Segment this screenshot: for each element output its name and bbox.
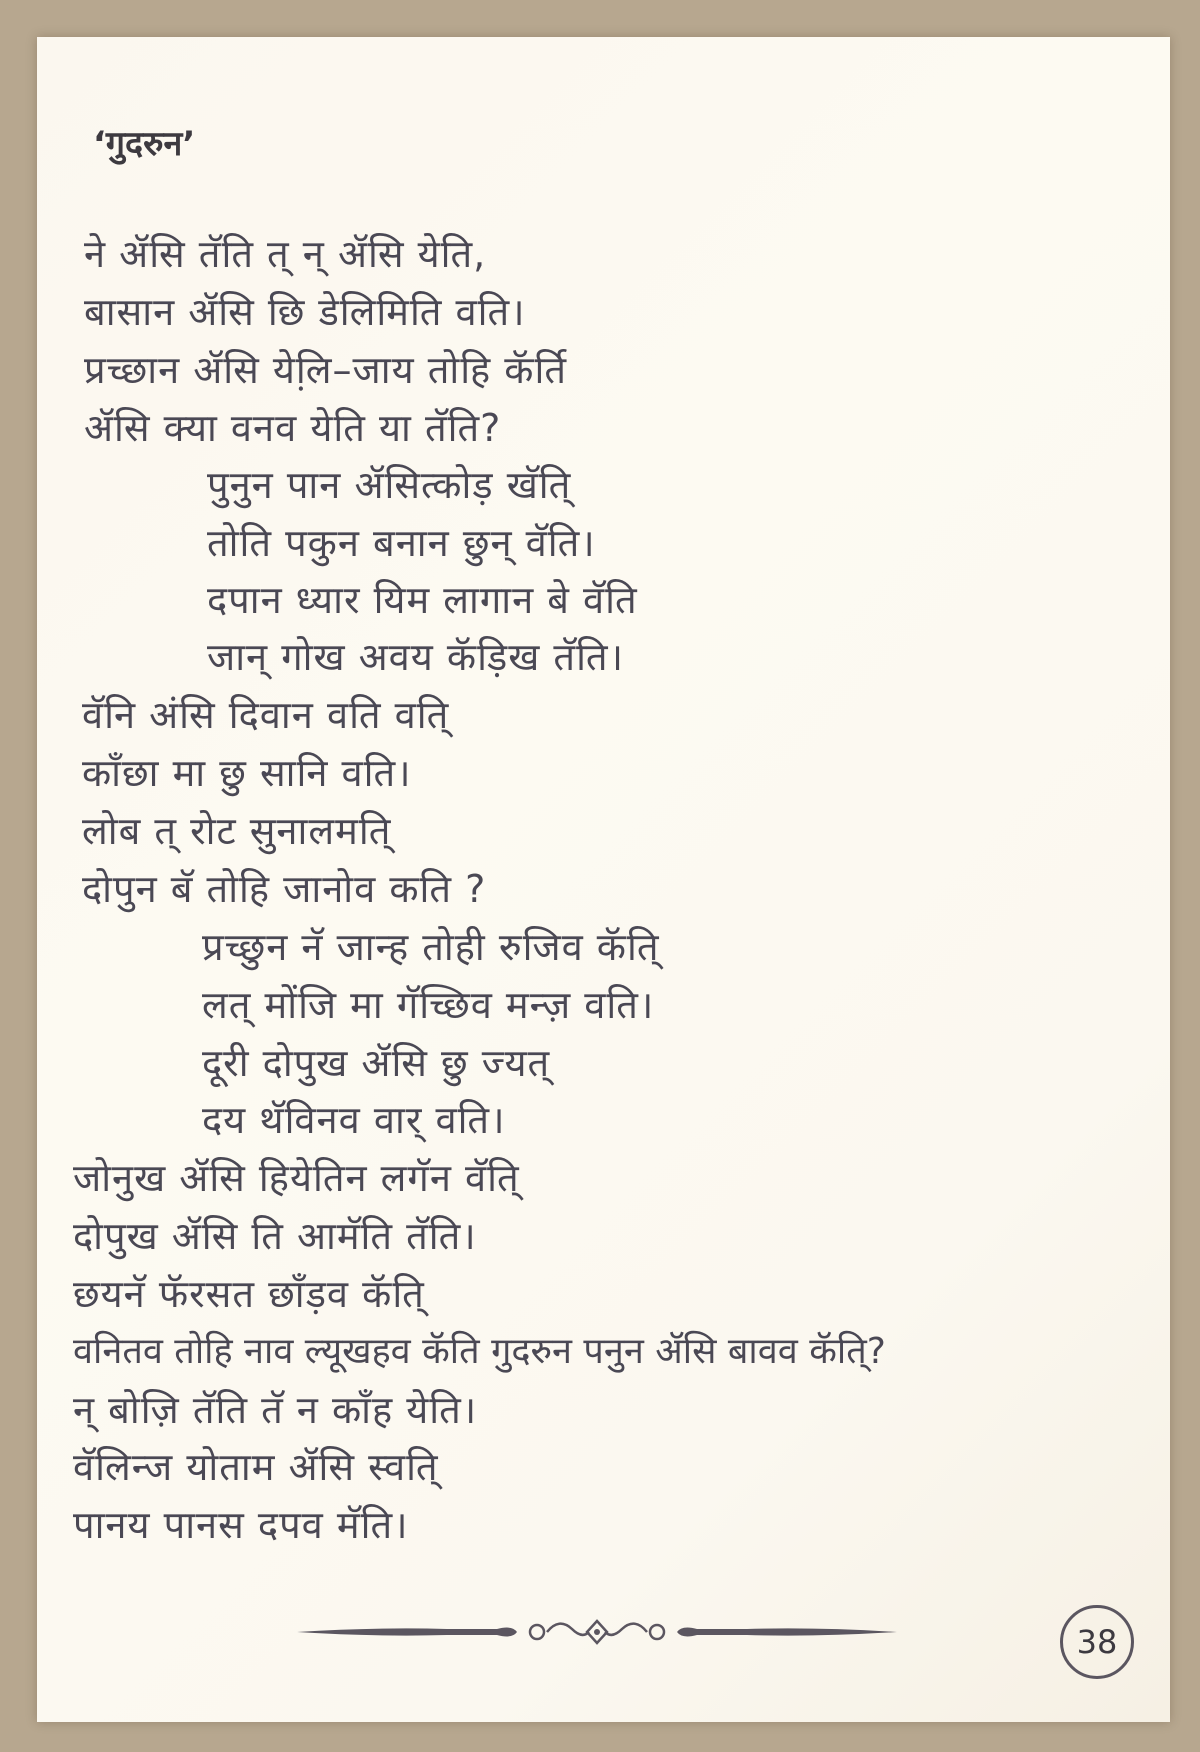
poem-line: ने ॲसि तॅति त् न् ॲसि येति, <box>84 232 487 276</box>
poem-line: दूरी दोपुख ॲसि छु ज्यत् <box>202 1041 551 1085</box>
poem-line: लत् मोंजि मा गॅच्छिव मन्ज़ वति। <box>202 983 655 1027</box>
poem-line: पुनुन पान ॲसित्कोड़ खॅति् <box>207 463 572 507</box>
book-page <box>37 37 1170 1722</box>
poem-line: काँछा मा छु सानि वति। <box>82 751 412 795</box>
poem-line: छयनॅ फॅरसत छाँड़व कॅति् <box>73 1272 425 1316</box>
ornament-divider-icon <box>297 1607 897 1657</box>
poem-line: प्रच्छान ॲसि येलि़–जाय तोहि कॅर्ति <box>84 348 567 392</box>
poem-line: ॲसि क्या वनव येति या तॅति? <box>84 406 502 450</box>
poem-line: पानय पानस दपव मॅति। <box>73 1503 409 1547</box>
poem-line: वनितव तोहि नाव ल्यूखहव कॅति गुदरुन पनुन ॲसि बावव कॅति्? <box>73 1331 886 1372</box>
poem-line: वॅलिन्ज योताम ॲसि स्वति् <box>73 1445 439 1489</box>
poem-line: न् बोज़ि तॅति तॅ न काँह येति। <box>73 1388 478 1432</box>
poem-line: दपान ध्यार यिम लागान बे वॅति <box>207 578 638 622</box>
poem-line: दय थॅविनव वार् वति। <box>202 1098 506 1142</box>
poem-line: बासान ॲसि छि डेलिमिति वति। <box>84 290 526 334</box>
poem-line: वॅनि अंसि दिवान वति वति् <box>82 693 450 737</box>
poem-line: दोपुख ॲसि ति आमॅति तॅति। <box>73 1214 477 1258</box>
poem-line: तोति पकुन बनान छुन् वॅति। <box>207 521 596 565</box>
page-number: 38 <box>1060 1605 1134 1679</box>
poem-line: दोपुन बॅ तोहि जानोव कति ? <box>82 867 487 911</box>
poem-line: लोब त् रोट सुनालमति् <box>82 809 392 853</box>
poem-title: ‘गुदरुन’ <box>93 124 196 164</box>
poem-line: जोनुख ॲसि हियेतिन लगॅन वॅति् <box>73 1156 520 1200</box>
poem-line: जान् गोख अवय कॅड़िख तॅति। <box>207 635 624 679</box>
poem-line: प्रच्छुन नॅ जान्ह तोही रुजिव कॅति् <box>202 925 660 969</box>
